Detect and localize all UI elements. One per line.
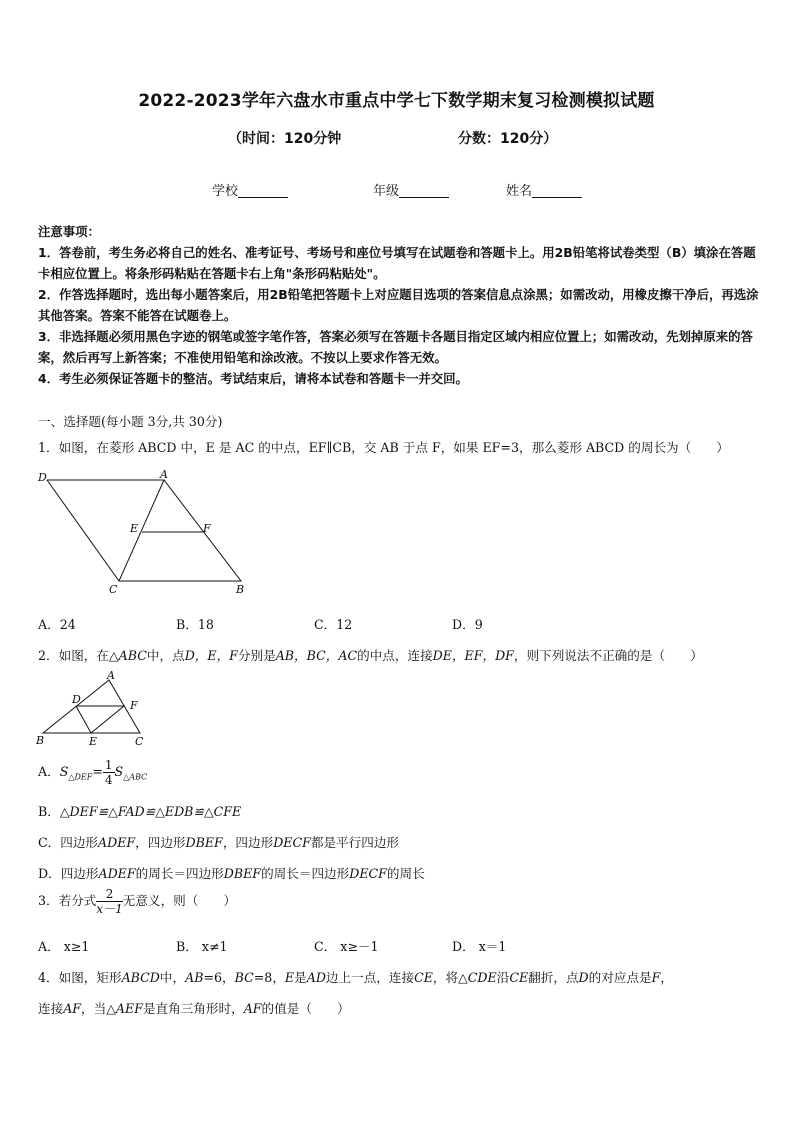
q2-option-b: B．△DEF≌△FAD≌△EDB≌△CFE [38,804,242,819]
q1-label-f: F [203,522,211,535]
q2-option-a: A．$S_{\triangle DEF}=$ $\frac{1}{4}$ $S_{\triangle ABC}$ [38,758,148,787]
q1-label-d: D [38,471,47,484]
q1-option-a: A．24 [38,617,76,632]
q2-fraction: $\frac{1}{4}$ [104,758,113,787]
q2-label-a: A [107,670,115,682]
notice-item: 4．考生必须保证答题卡的整洁。考试结束后，请将本试卷和答题卡一并交回。 [38,371,468,386]
q4-stem-line2: 连接AF，当△AEF是直角三角形时，AF的值是（ ） [38,1001,350,1016]
q3-option-d: D． x＝1 [452,939,507,954]
notice-item: 1．答卷前，考生务必将自己的姓名、准考证号、考场号和座位号填写在试题卷和答题卡上。用2B铅笔将试卷类型（B）填涂在答题卡相应位置上。将条形码粘贴在答题卡右上角"条形码粘贴处"。 [38,245,756,281]
q3-fraction: $\frac{2}{x-1}$ [96,887,123,916]
grade-blank [399,183,449,198]
notice-block [38,221,760,389]
school-field [212,180,288,199]
q1-option-c: C．12 [314,617,353,632]
q1-stem: 1．如图，在菱形 ABCD 中，E 是 AC 的中点，EF∥CB，交 AB 于点 F，如果 EF=3，那么菱形 ABCD 的周长为（ ） [38,440,730,455]
grade-label: 年级 [373,184,400,199]
exam-score: 分数：120分） [458,131,558,147]
school-blank [238,183,288,198]
exam-time: （时间：120分钟 [228,131,342,147]
q1-option-d: D．9 [452,617,483,632]
q4-stem-line1: 4．如图，矩形ABCD中，AB=6，BC=8，E是AD边上一点，连接CE，将△CDE沿CE翻折，点D的对应点是F， [38,970,673,985]
q3-option-c: C． x≥－1 [314,939,379,954]
q3-option-b: B． x≠1 [176,939,228,954]
q2-label-e: E [89,735,98,748]
grade-field [373,180,449,199]
q2-label-f: F [130,699,138,712]
q2-option-c: C．四边形ADEF，四边形DBEF，四边形DECF都是平行四边形 [38,835,400,850]
q1-option-b: B．18 [176,617,214,632]
notice-item: 3．非选择题必须用黑色字迹的钢笔或签字笔作答，答案必须写在答题卡各题目指定区域内相应位置上；如需改动，先划掉原来的答案，然后再写上新答案；不准使用铅笔和涂改液。不按以上要求作答无效。 [38,329,753,365]
q1-label-b: B [236,583,245,596]
name-blank [532,183,582,198]
exam-title: 2022-2023学年六盘水市重点中学七下数学期末复习检测模拟试题 [138,91,655,111]
q2-label-b: B [36,734,45,747]
section-heading: 一、选择题(每小题 3分,共 30分) [38,414,223,429]
notice-heading: 注意事项： [38,224,100,239]
q2-label-d: D [72,693,81,706]
q2-stem: 2．如图，在△ABC中，点D，E，F分别是AB，BC，AC的中点，连接DE，EF，DF，则下列说法不正确的是（ ） [38,648,703,663]
name-field [506,180,582,199]
q2-label-c: C [135,735,144,748]
school-label: 学校 [212,184,239,199]
q1-label-e: E [130,522,139,535]
q3-option-a: A． x≥1 [38,939,90,954]
name-label: 姓名 [506,184,533,199]
q1-label-c: C [109,583,118,596]
q2-option-d: D．四边形ADEF的周长＝四边形DBEF的周长＝四边形DECF的周长 [38,866,425,881]
notice-item: 2．作答选择题时，选出每小题答案后，用2B铅笔把答题卡上对应题目选项的答案信息点涂黑；如需改动，用橡皮擦干净后，再选涂其他答案。答案不能答在试题卷上。 [38,287,759,323]
q1-label-a: A [160,468,168,481]
q2-triangle-figure [34,670,154,750]
q3-stem: 3．若分式 $\frac{2}{x-1}$无意义，则（ ） [38,887,237,916]
q1-rhombus-figure [36,466,250,596]
